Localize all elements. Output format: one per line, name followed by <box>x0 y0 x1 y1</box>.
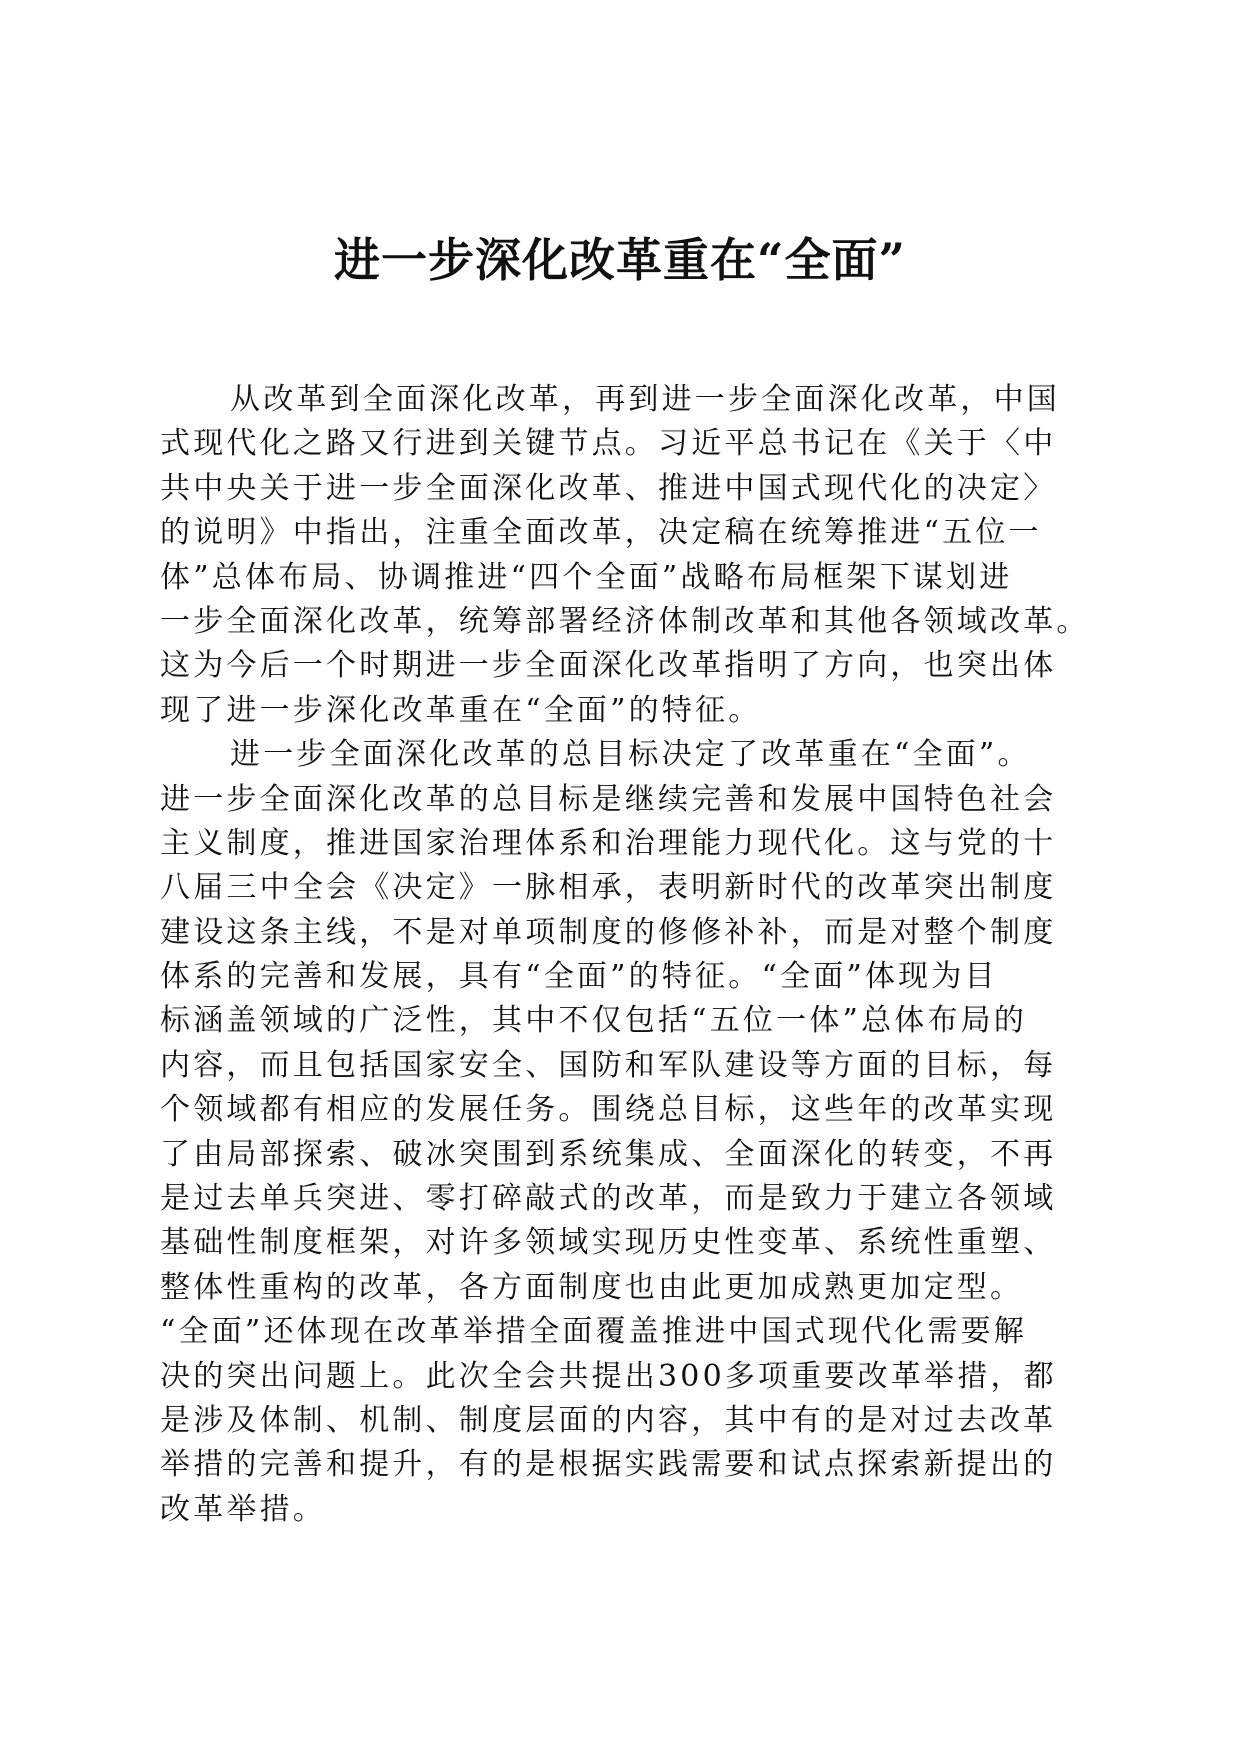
text-line-7: 这为今后一个时期进一步全面深化改革指明了方向，也突出体 <box>160 648 1057 684</box>
text-line-1: 从改革到全面深化改革，再到进一步全面深化改革，中国 <box>230 382 1060 417</box>
text-line-11: 主义制度，推进国家治理体系和治理能力现代化。这与党的十 <box>160 825 1057 861</box>
text-line-18: 了由局部探索、破冰突围到系统集成、全面深化的转变，不再 <box>160 1136 1057 1172</box>
text-line-2: 式现代化之路又行进到关键节点。习近平总书记在《关于〈中 <box>160 426 1057 462</box>
text-line-14: 体系的完善和发展，具有“全面”的特征。“全面”体现为目 <box>160 959 998 995</box>
text-line-6: 一步全面深化改革，统筹部署经济体制改革和其他各领域改革。 <box>160 603 1090 639</box>
text-line-8: 现了进一步深化改革重在“全面”的特征。 <box>160 692 762 728</box>
text-line-15: 标涵盖领域的广泛性，其中不仅包括“五位一体”总体布局的 <box>160 1003 1028 1039</box>
text-line-17: 个领域都有相应的发展任务。围绕总目标，这些年的改革实现 <box>160 1092 1057 1128</box>
text-line-4: 的说明》中指出，注重全面改革，决定稿在统筹推进“五位一 <box>160 515 1042 551</box>
document-body <box>160 378 1100 1532</box>
text-line-5: 体”总体布局、协调推进“四个全面”战略布局框架下谋划进 <box>160 559 1013 595</box>
text-line-21: 整体性重构的改革，各方面制度也由此更加成熟更加定型。 <box>160 1269 1024 1305</box>
text-line-16: 内容，而且包括国家安全、国防和军队建设等方面的目标，每 <box>160 1047 1057 1083</box>
text-line-25: 举措的完善和提升，有的是根据实践需要和试点探索新提出的 <box>160 1447 1057 1483</box>
text-line-24: 是涉及体制、机制、制度层面的内容，其中有的是对过去改革 <box>160 1402 1057 1438</box>
text-line-9: 进一步全面深化改革的总目标决定了改革重在“全面”。 <box>230 737 1031 773</box>
document-title: 进一步深化改革重在“全面” <box>334 233 906 287</box>
text-line-3: 共中央关于进一步全面深化改革、推进中国式现代化的决定〉 <box>160 470 1057 506</box>
text-line-12: 八届三中全会《决定》一脉相承，表明新时代的改革突出制度 <box>160 870 1057 906</box>
text-line-13: 建设这条主线，不是对单项制度的修修补补，而是对整个制度 <box>160 914 1057 950</box>
text-line-23: 决的突出问题上。此次全会共提出300多项重要改革举措，都 <box>160 1358 1057 1394</box>
text-line-10: 进一步全面深化改革的总目标是继续完善和发展中国特色社会 <box>160 781 1057 817</box>
text-line-19: 是过去单兵突进、零打碎敲式的改革，而是致力于建立各领域 <box>160 1181 1057 1217</box>
text-line-22: “全面”还体现在改革举措全面覆盖推进中国式现代化需要解 <box>160 1314 1028 1350</box>
text-line-20: 基础性制度框架，对许多领域实现历史性变革、系统性重塑、 <box>160 1225 1057 1261</box>
text-line-26: 改革举措。 <box>160 1491 326 1527</box>
